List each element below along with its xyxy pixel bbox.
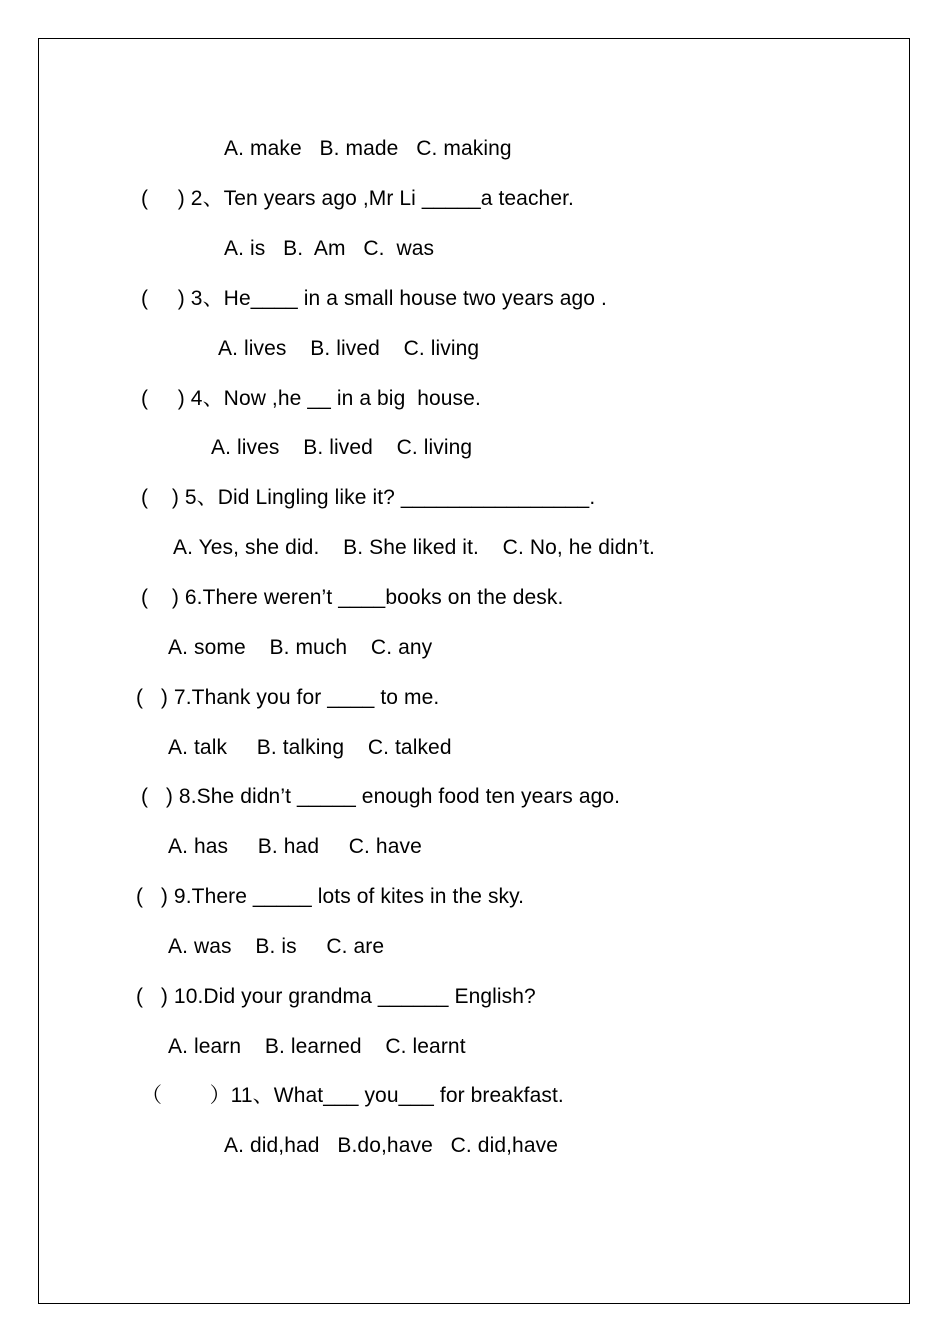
question-7: ( ) 7.Thank you for ____ to me. [136, 686, 440, 709]
question-6: ( ) 6.There weren’t ____books on the desk. [141, 586, 564, 609]
q8-options: A. has B. had C. have [168, 835, 422, 858]
q4-options: A. lives B. lived C. living [211, 436, 473, 459]
question-8: ( ) 8.She didn’t _____ enough food ten years ago. [141, 785, 621, 808]
question-11: （ ）11、What___ you___ for breakfast. [141, 1084, 564, 1107]
q6-options: A. some B. much C. any [168, 636, 433, 659]
q11-options: A. did,had B.do,have C. did,have [224, 1134, 558, 1157]
q10-options: A. learn B. learned C. learnt [168, 1035, 466, 1058]
question-9: ( ) 9.There _____ lots of kites in the sky. [136, 885, 525, 908]
question-5: ( ) 5、Did Lingling like it? ________________. [141, 486, 596, 509]
question-10: ( ) 10.Did your grandma ______ English? [136, 985, 536, 1008]
question-4: ( ) 4、Now ,he __ in a big house. [141, 387, 481, 410]
page-border [38, 38, 910, 1304]
q9-options: A. was B. is C. are [168, 935, 385, 958]
q2-options: A. is B. Am C. was [224, 237, 435, 260]
q1-options: A. make B. made C. making [224, 137, 512, 160]
question-3: ( ) 3、He____ in a small house two years ago . [141, 287, 607, 310]
q7-options: A. talk B. talking C. talked [168, 736, 452, 759]
q3-options: A. lives B. lived C. living [218, 337, 480, 360]
q5-options: A. Yes, she did. B. She liked it. C. No, he didn’t. [173, 536, 655, 559]
question-2: ( ) 2、Ten years ago ,Mr Li _____a teacher. [141, 187, 574, 210]
